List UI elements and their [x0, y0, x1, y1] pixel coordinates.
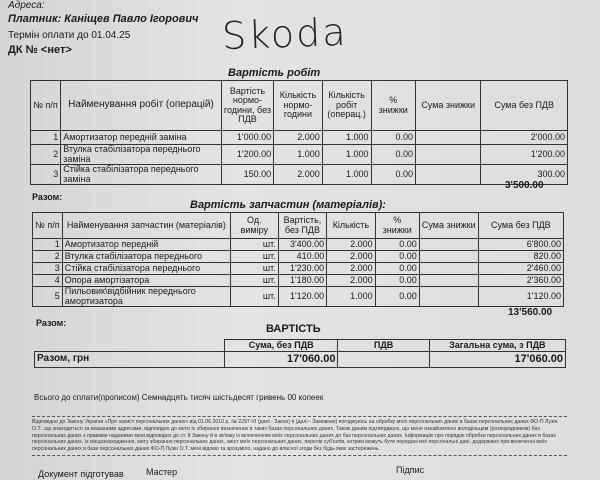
- cell-disc-sum: [419, 263, 478, 275]
- cell-disc-sum: [415, 131, 480, 145]
- cell-name: Стійка стабілізатора переднього заміна: [61, 165, 222, 185]
- summary-vat: [338, 352, 429, 368]
- master-label: Мастер: [146, 467, 178, 477]
- cell-qty: 1.000: [322, 145, 371, 165]
- cell-disc: 0.00: [375, 263, 419, 275]
- due-date: Термін оплати до 01.04.25: [8, 30, 131, 41]
- parts-total-label: Разом:: [36, 318, 67, 328]
- cell-disc-sum: [419, 275, 478, 287]
- table-row: [35, 352, 566, 368]
- cell-name: Опора амортізатора: [62, 275, 230, 287]
- works-total: 3'500.00: [505, 180, 544, 191]
- cell-name: Стійка стабілізатора переднього: [62, 263, 230, 275]
- table-row: [31, 131, 568, 145]
- cell-disc: 0.00: [371, 165, 415, 185]
- table-row: [33, 239, 564, 251]
- parts-col-disc: % знижки: [375, 213, 419, 239]
- cell-sum: 1'120.00: [478, 287, 563, 307]
- cell-name: Пильовик\відбійник переднього амортизатора: [62, 287, 230, 307]
- cell-price: 1'120.00: [278, 287, 327, 307]
- cell-n: 1: [33, 239, 63, 251]
- cell-disc-sum: [415, 145, 480, 165]
- cell-disc-sum: [419, 287, 478, 307]
- table-row: [33, 263, 564, 275]
- parts-title: Вартість запчастин (матеріалів):: [190, 199, 386, 211]
- cell-sum: 2'000.00: [481, 131, 568, 145]
- cell-qty: 2.000: [327, 251, 375, 263]
- cell-sum: 6'800.00: [478, 239, 563, 251]
- cell-n: 1: [31, 131, 61, 145]
- parts-total: 13'560.00: [508, 307, 553, 318]
- cell-name: Втулка стабілізатора переднього: [62, 251, 230, 263]
- prepared-by-label: Документ підготував: [38, 469, 124, 479]
- table-row: [31, 165, 568, 185]
- cell-rate: 1'000.00: [221, 131, 273, 145]
- signature-label: Підпис: [396, 465, 425, 475]
- summary-col-vat: ПДВ: [338, 340, 429, 352]
- cell-rate: 150.00: [221, 165, 273, 185]
- dk-number: ДК № <нет>: [8, 44, 72, 56]
- cell-disc: 0.00: [375, 239, 419, 251]
- cell-qty: 2.000: [327, 239, 375, 251]
- payer-line: Платник: Каніщев Павло Ігорович: [8, 13, 199, 25]
- cell-price: 1'180.00: [278, 275, 327, 287]
- parts-col-no: № п/п: [33, 213, 63, 239]
- table-row: [33, 275, 564, 287]
- parts-col-sum: Сума без ПДВ: [478, 213, 563, 239]
- summary-col-grand: Загальна сума, з ПДВ: [429, 340, 565, 352]
- cell-unit: шт.: [230, 251, 278, 263]
- cell-disc: 0.00: [371, 131, 415, 145]
- summary-sum: 17'060.00: [224, 352, 338, 368]
- summary-row-label: Разом, грн: [35, 352, 225, 368]
- cell-sum: 820.00: [478, 251, 563, 263]
- cell-name: Втулка стабілізатора переднього заміна: [61, 145, 222, 165]
- cell-price: 3'400.00: [278, 239, 327, 251]
- summary-grand: 17'060.00: [429, 352, 565, 368]
- parts-col-qty: Кількість: [327, 213, 375, 239]
- cell-qty: 1.000: [322, 165, 371, 185]
- cell-sum: 2'460.00: [478, 263, 563, 275]
- cell-sum: 2'360.00: [478, 275, 563, 287]
- works-col-hours: Кількість нормо-години: [274, 81, 323, 131]
- cell-disc: 0.00: [375, 251, 419, 263]
- legal-notice: Відповідно до Закону України «Про захист персональних даних» від 01.06.2010 р. № 2297-VI (далі - Закон) я (далі - Замовник) погоджуюсь на обробку моїх персональних даних в базах персональних даних ФО-П Лузін О.Т., що знаходяться за вказаними адресами, відповідно до мети їх збирання визначених в таких базах персональних даних. Також даним підтверджую, що мене ознайомлено володільцем (розпорядником) баз персональних даних з правами наданими мені відповідно до ст. 8 Закону й в зв'язку із включенням моїх персональних даних до баз персональних даних. Інформацію про порядок обробки персональних даних в базах персональних даних, їх місцезнаходження, мету збирання персональних даних, зміст моїх персональних даних, перелік суб'єктів, котрим можуть бути передані мої персональні дані, додержано при включенні моїх персональних даних в бази персональних даних ФО-П Лузін О.Т. мені відомо та зрозуміло, надано до власної згоди без будь-яких застережень.: [32, 416, 567, 456]
- parts-col-name: Найменування запчастин (матеріалів): [62, 213, 230, 239]
- table-row: [33, 287, 564, 307]
- cell-n: 5: [33, 287, 63, 307]
- amount-in-words: Всього до сплати(прописом) Семнадцять тисяч шістьдесят гривень 00 копеек: [34, 393, 324, 402]
- cell-rate: 1'200.00: [221, 145, 273, 165]
- table-row: [33, 251, 564, 263]
- cell-sum: 1'200.00: [481, 145, 568, 165]
- works-col-sum: Сума без ПДВ: [481, 81, 568, 131]
- cell-n: 4: [33, 275, 63, 287]
- works-col-disc-sum: Сума знижки: [415, 81, 480, 131]
- address-label: Адреса:: [8, 0, 45, 11]
- works-table: [30, 80, 568, 185]
- cell-sum: 300.00: [481, 165, 568, 185]
- cell-disc-sum: [419, 239, 478, 251]
- parts-col-disc-sum: Сума знижки: [419, 213, 478, 239]
- cell-qty: 1.000: [327, 287, 375, 307]
- summary-col-sum: Сума, без ПДВ: [224, 340, 338, 352]
- works-title: Вартість робіт: [228, 67, 321, 79]
- cell-disc-sum: [415, 165, 480, 185]
- works-col-qty: Кількість робіт (операц.): [322, 81, 371, 131]
- cell-n: 2: [33, 251, 63, 263]
- table-row: [31, 145, 568, 165]
- cell-disc: 0.00: [371, 145, 415, 165]
- works-col-rate: Вартість нормо-години, без ПДВ: [221, 81, 273, 131]
- cell-unit: шт.: [230, 287, 278, 307]
- works-col-name: Найменування робіт (операцій): [61, 81, 222, 131]
- handwritten-note: Skoda: [221, 9, 349, 59]
- cell-hours: 1.000: [274, 145, 323, 165]
- cell-unit: шт.: [230, 275, 278, 287]
- summary-title: ВАРТІСТЬ: [266, 323, 321, 335]
- cell-qty: 2.000: [327, 263, 375, 275]
- cell-disc-sum: [419, 251, 478, 263]
- cell-unit: шт.: [230, 239, 278, 251]
- cell-disc: 0.00: [375, 275, 419, 287]
- works-total-label: Разом:: [32, 192, 63, 202]
- cell-name: Амортизатор передній: [62, 239, 230, 251]
- parts-table: [32, 212, 564, 307]
- cell-price: 1'230.00: [278, 263, 327, 275]
- parts-col-unit: Од. виміру: [230, 213, 278, 239]
- parts-col-price: Вартість, без ПДВ: [278, 213, 327, 239]
- cell-n: 2: [31, 145, 61, 165]
- cell-qty: 1.000: [322, 131, 371, 145]
- cell-hours: 2.000: [274, 131, 323, 145]
- cell-qty: 2.000: [327, 275, 375, 287]
- cell-n: 3: [33, 263, 63, 275]
- cell-unit: шт.: [230, 263, 278, 275]
- summary-table: [34, 339, 566, 368]
- works-col-no: № п/п: [31, 81, 61, 131]
- cell-hours: 2.000: [274, 165, 323, 185]
- cell-disc: 0.00: [375, 287, 419, 307]
- cell-price: 410.00: [278, 251, 327, 263]
- works-col-disc: % знижки: [371, 81, 415, 131]
- cell-name: Амортизатор передній заміна: [61, 131, 222, 145]
- cell-n: 3: [31, 165, 61, 185]
